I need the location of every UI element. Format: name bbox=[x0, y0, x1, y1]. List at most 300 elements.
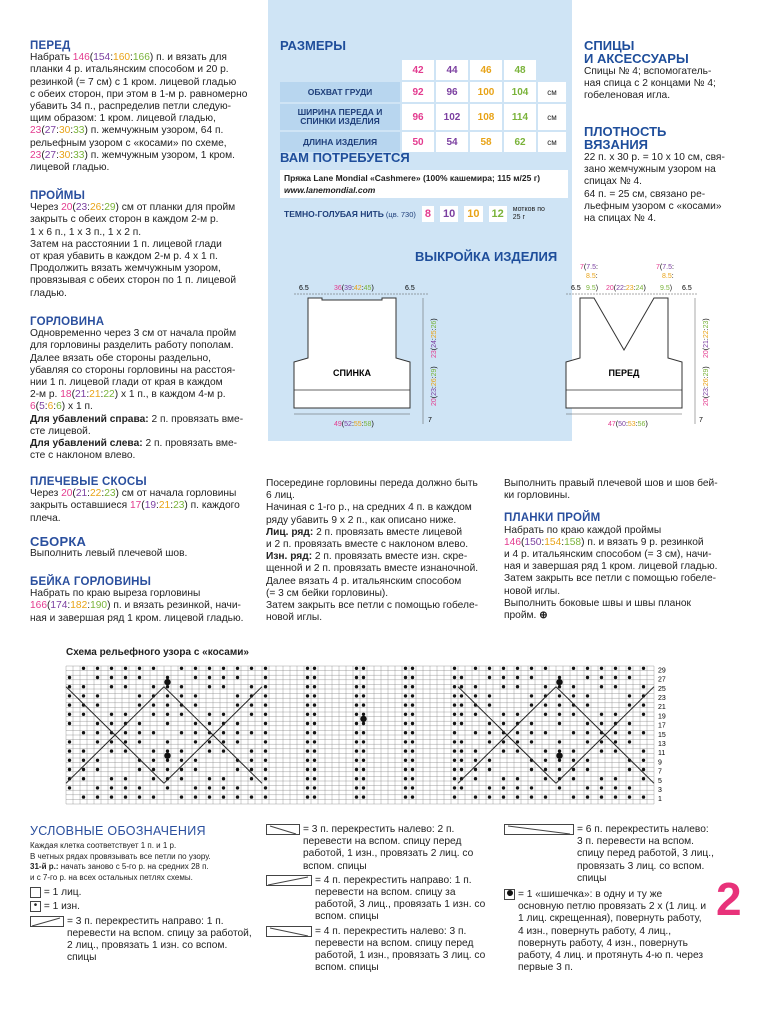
neckband-title: БЕЙКА ГОРЛОВИНЫ bbox=[30, 576, 152, 588]
purl-dot bbox=[453, 676, 456, 679]
purl-dot bbox=[355, 703, 358, 706]
purl-dot bbox=[530, 786, 533, 789]
purl-dot bbox=[460, 749, 463, 752]
purl-dot bbox=[96, 759, 99, 762]
purl-dot bbox=[138, 694, 141, 697]
purl-dot bbox=[558, 703, 561, 706]
purl-dot bbox=[250, 777, 253, 780]
purl-dot bbox=[614, 676, 617, 679]
purl-dot bbox=[530, 676, 533, 679]
purl-dot bbox=[362, 759, 365, 762]
purl-dot bbox=[628, 768, 631, 771]
armholes-section: ПРОЙМЫ Через 20(23:26:29) см от планки для пройм закрыть с обеих сторон в каждом 2-м р. 1 х 6 п., 1 х 3 п., 1 х 2 п. Затем на расстоянии 1 п. лицевой глади от края убавить в каждом 2-м р. 4 х 1 п. Продолжить вязать жемчужным узором, провязывая с обеих сторон по 1 п. лицевой гладью. bbox=[30, 190, 260, 300]
purl-dot bbox=[152, 777, 155, 780]
purl-dot bbox=[404, 685, 407, 688]
purl-dot bbox=[124, 685, 127, 688]
purl-dot bbox=[544, 703, 547, 706]
purl-dot bbox=[586, 694, 589, 697]
purl-dot bbox=[586, 731, 589, 734]
purl-dot bbox=[68, 749, 71, 752]
purl-dot bbox=[516, 777, 519, 780]
purl-dot bbox=[600, 740, 603, 743]
svg-text:7: 7 bbox=[699, 417, 703, 424]
back-shoulder-left: 6.5 bbox=[299, 285, 309, 292]
purl-dot bbox=[572, 685, 575, 688]
purl-dot bbox=[264, 740, 267, 743]
purl-dot bbox=[138, 768, 141, 771]
purl-dot bbox=[488, 786, 491, 789]
needles-section: СПИЦЫ И АКСЕССУАРЫ Спицы № 4; вспомогатель- ная спица с 2 концами № 4; гобеленовая игла. bbox=[584, 38, 716, 102]
purl-dot bbox=[166, 676, 169, 679]
purl-dot bbox=[110, 713, 113, 716]
purl-dot bbox=[614, 786, 617, 789]
purl-dot bbox=[411, 777, 414, 780]
purl-dot bbox=[208, 676, 211, 679]
purl-dot bbox=[236, 768, 239, 771]
purl-dot bbox=[600, 749, 603, 752]
purl-dot bbox=[600, 777, 603, 780]
purl-dot bbox=[488, 667, 491, 670]
purl-dot bbox=[110, 676, 113, 679]
purl-dot bbox=[68, 676, 71, 679]
purl-dot bbox=[411, 694, 414, 697]
purl-dot bbox=[453, 777, 456, 780]
front-top-left-dim: 7(7.5: bbox=[580, 264, 598, 271]
purl-dot bbox=[642, 713, 645, 716]
purl-dot bbox=[516, 667, 519, 670]
purl-dot bbox=[208, 777, 211, 780]
purl-dot bbox=[572, 768, 575, 771]
purl-dot bbox=[236, 676, 239, 679]
purl-dot bbox=[460, 694, 463, 697]
purl-dot bbox=[488, 768, 491, 771]
svg-text:8.5:: 8.5: bbox=[662, 273, 674, 280]
front-body-dim: 20(23:26:29) bbox=[703, 366, 710, 406]
purl-dot bbox=[236, 795, 239, 798]
purl-dot bbox=[96, 795, 99, 798]
front-title: ПЕРЕД bbox=[30, 40, 71, 52]
purl-dot bbox=[250, 667, 253, 670]
purl-dot bbox=[628, 795, 631, 798]
purl-dot bbox=[362, 731, 365, 734]
purl-dot bbox=[124, 777, 127, 780]
purl-dot bbox=[453, 703, 456, 706]
purl-dot bbox=[264, 703, 267, 706]
purl-dot bbox=[208, 786, 211, 789]
purl-dot bbox=[502, 676, 505, 679]
yarn-box: Пряжа Lane Mondial «Cashmere» (100% кашемира; 115 м/25 г) www.lanemondial.com bbox=[280, 170, 568, 198]
row-number: 21 bbox=[658, 704, 666, 712]
purl-dot bbox=[362, 667, 365, 670]
purl-dot bbox=[313, 676, 316, 679]
purl-dot bbox=[460, 685, 463, 688]
purl-dot bbox=[488, 795, 491, 798]
purl-dot bbox=[110, 786, 113, 789]
purl-dot bbox=[124, 786, 127, 789]
purl-dot bbox=[166, 768, 169, 771]
assembly-title: СБОРКА bbox=[30, 534, 87, 549]
purl-dot bbox=[453, 786, 456, 789]
purl-dot bbox=[586, 703, 589, 706]
purl-dot bbox=[110, 667, 113, 670]
row-number: 25 bbox=[658, 685, 666, 693]
purl-dot bbox=[313, 786, 316, 789]
purl-dot bbox=[516, 676, 519, 679]
purl-dot bbox=[502, 685, 505, 688]
yarn-amount-row: ТЕМНО-ГОЛУБАЯ НИТЬ (цв. 730) 8 10 10 12 мотков по 25 г bbox=[284, 206, 545, 221]
purl-dot bbox=[530, 694, 533, 697]
purl-dot bbox=[313, 685, 316, 688]
purl-dot bbox=[628, 703, 631, 706]
legend-col2: = 3 п. перекрестить налево: 2 п. перевести на вспом. спицу перед работой, 1 изн., провязать 2 лиц. со вспом. спицы = 4 п. перекрестить направо: 1 п. перевести на вспом. спицу за работой, 3 лиц., провязать 1 изн. со вспом. спицы = 4 п. перекрестить налево: 3 п. перевести на вспом. спицу перед работой, 1 изн., провязать 3 лиц. со вспом. спицы bbox=[266, 824, 496, 974]
purl-dot bbox=[628, 740, 631, 743]
svg-text:9.5): 9.5) bbox=[660, 285, 673, 292]
purl-dot bbox=[411, 722, 414, 725]
cross-left-3-symbol bbox=[266, 824, 300, 835]
purl-dot bbox=[404, 667, 407, 670]
purl-dot bbox=[306, 703, 309, 706]
purl-dot bbox=[411, 768, 414, 771]
purl-dot bbox=[460, 703, 463, 706]
pattern-title: ВЫКРОЙКА ИЗДЕЛИЯ bbox=[415, 249, 558, 264]
purl-dot bbox=[82, 667, 85, 670]
purl-dot bbox=[306, 749, 309, 752]
purl-dot bbox=[166, 703, 169, 706]
purl-dot bbox=[194, 786, 197, 789]
purl-dot bbox=[362, 740, 365, 743]
cross-left-6-symbol bbox=[504, 824, 574, 835]
purl-dot bbox=[180, 694, 183, 697]
purl-dot bbox=[313, 759, 316, 762]
purl-dot bbox=[600, 713, 603, 716]
purl-dot bbox=[208, 749, 211, 752]
purl-dot bbox=[194, 740, 197, 743]
purl-dot bbox=[502, 722, 505, 725]
purl-dot bbox=[502, 749, 505, 752]
front-top-right-dim: 7(7.5: bbox=[656, 264, 674, 271]
purl-dot bbox=[222, 786, 225, 789]
purl-dot bbox=[355, 759, 358, 762]
purl-dot bbox=[208, 795, 211, 798]
purl-dot bbox=[96, 703, 99, 706]
purl-dot bbox=[166, 740, 169, 743]
purl-dot bbox=[208, 667, 211, 670]
neckband-section: БЕЙКА ГОРЛОВИНЫ Набрать по краю выреза горловины 166(174:182:190) п. и вязать резинкой, начи- ная и завершая ряд 1 кром. лицевой гладью. bbox=[30, 576, 266, 625]
purl-dot bbox=[68, 713, 71, 716]
purl-dot bbox=[264, 713, 267, 716]
purl-dot bbox=[558, 740, 561, 743]
purl-dot bbox=[362, 777, 365, 780]
purl-dot bbox=[474, 777, 477, 780]
svg-text:9.5): 9.5) bbox=[586, 285, 599, 292]
purl-dot bbox=[411, 731, 414, 734]
purl-dot bbox=[264, 777, 267, 780]
purl-dot bbox=[474, 694, 477, 697]
right-section: Выполнить правый плечевой шов и шов бей- ки горловины. ПЛАНКИ ПРОЙМ Набрать по краю каждой проймы 146(150:154:158) п. и вязать 9 р. резинкой и 4 р. итальянским способом (= 3 см), начи- ная и завершая ряд 1 кром. лицевой гладью. Затем закрыть все петли с помощью гобеле- новой иглы. Выполнить боковые швы и швы планок пройм. ⊕ bbox=[504, 478, 744, 622]
purl-dot bbox=[404, 740, 407, 743]
purl-dot bbox=[96, 694, 99, 697]
purl-dot bbox=[110, 777, 113, 780]
purl-dot bbox=[152, 795, 155, 798]
purl-dot bbox=[558, 749, 561, 752]
purl-dot bbox=[68, 694, 71, 697]
purl-dot bbox=[152, 768, 155, 771]
purl-dot bbox=[502, 740, 505, 743]
purl-dot bbox=[474, 685, 477, 688]
purl-dot bbox=[362, 685, 365, 688]
purl-dot bbox=[558, 786, 561, 789]
purl-dot bbox=[306, 786, 309, 789]
purl-dot bbox=[404, 676, 407, 679]
purl-dot bbox=[453, 713, 456, 716]
purl-dot bbox=[236, 694, 239, 697]
legend-col3: = 6 п. перекрестить налево: 3 п. перевести на вспом. спицу перед работой, 3 лиц., провязать 3 лиц. со вспом. спицы = 1 «шишечка»: в одну и ту же основную петлю провязать 2 х (1 лиц. и 1 лиц. скрещенная), повернуть работу, 4 изн., повернуть работу, 4 лиц., повернуть работу, 4 изн., повернуть работу, 4 лиц. и протянуть 4-ю п. через первые 3 п. bbox=[504, 824, 716, 974]
row-number: 1 bbox=[658, 796, 662, 804]
purl-dot bbox=[355, 685, 358, 688]
purl-dot bbox=[453, 740, 456, 743]
purl-dot bbox=[306, 777, 309, 780]
purl-dot bbox=[453, 667, 456, 670]
purl-dot bbox=[306, 722, 309, 725]
garment-pattern bbox=[268, 260, 708, 432]
purl-dot bbox=[152, 731, 155, 734]
purl-dot bbox=[530, 731, 533, 734]
purl-dot bbox=[313, 667, 316, 670]
purl-dot bbox=[250, 713, 253, 716]
purl-dot bbox=[404, 713, 407, 716]
purl-dot bbox=[642, 731, 645, 734]
purl-dot bbox=[516, 749, 519, 752]
purl-dot bbox=[530, 722, 533, 725]
purl-dot bbox=[306, 713, 309, 716]
purl-dot bbox=[96, 786, 99, 789]
purl-dot bbox=[138, 740, 141, 743]
purl-dot bbox=[516, 731, 519, 734]
purl-dot bbox=[460, 722, 463, 725]
purl-dot bbox=[313, 731, 316, 734]
purl-dot bbox=[264, 731, 267, 734]
knit-symbol bbox=[30, 887, 41, 898]
neck-title: ГОРЛОВИНА bbox=[30, 316, 105, 328]
purl-dot bbox=[411, 795, 414, 798]
purl-dot bbox=[460, 768, 463, 771]
purl-dot bbox=[586, 759, 589, 762]
purl-dot bbox=[250, 703, 253, 706]
purl-dot bbox=[236, 703, 239, 706]
purl-dot bbox=[411, 676, 414, 679]
purl-dot bbox=[264, 768, 267, 771]
purl-dot bbox=[306, 759, 309, 762]
row-number: 23 bbox=[658, 695, 666, 703]
purl-dot bbox=[166, 722, 169, 725]
purl-dot bbox=[411, 759, 414, 762]
row-number: 5 bbox=[658, 777, 662, 785]
purl-dot bbox=[306, 694, 309, 697]
back-shape bbox=[294, 298, 410, 408]
purl-dot bbox=[222, 731, 225, 734]
bobble-mark bbox=[164, 753, 170, 759]
purl-dot bbox=[96, 722, 99, 725]
purl-dot bbox=[572, 749, 575, 752]
purl-dot bbox=[628, 694, 631, 697]
purl-dot bbox=[236, 786, 239, 789]
purl-dot bbox=[313, 768, 316, 771]
purl-dot bbox=[530, 795, 533, 798]
purl-dot bbox=[572, 731, 575, 734]
purl-dot bbox=[355, 722, 358, 725]
purl-dot bbox=[124, 795, 127, 798]
purl-dot bbox=[110, 685, 113, 688]
purl-dot bbox=[180, 731, 183, 734]
purl-dot bbox=[488, 722, 491, 725]
purl-dot bbox=[68, 740, 71, 743]
purl-dot bbox=[614, 749, 617, 752]
purl-dot bbox=[124, 740, 127, 743]
purl-dot bbox=[460, 676, 463, 679]
purl-dot bbox=[264, 795, 267, 798]
purl-dot bbox=[628, 722, 631, 725]
purl-dot bbox=[194, 759, 197, 762]
purl-dot bbox=[600, 676, 603, 679]
purl-dot bbox=[194, 795, 197, 798]
cross-left-4-symbol bbox=[266, 926, 312, 937]
purl-dot bbox=[600, 795, 603, 798]
purl-dot bbox=[586, 722, 589, 725]
purl-dot bbox=[138, 676, 141, 679]
purl-dot bbox=[362, 676, 365, 679]
row-number: 17 bbox=[658, 722, 666, 730]
purl-dot bbox=[453, 749, 456, 752]
purl-dot bbox=[572, 713, 575, 716]
purl-dot bbox=[306, 685, 309, 688]
neck-section: ГОРЛОВИНА Одновременно через 3 см от начала пройм для горловины разделить работу пополам. Далее вязать обе стороны раздельно, убавляя со стороны горловины на расстоя- нии 1 п. лицевой глади от края в каждом 2-м р. 18(21:21:22) х 1 п., в каждом 4-м р. 6(5:6:6) х 1 п. Для убавлений справа: 2 п. провязать вме- сте лицевой. Для убавлений слева: 2 п. провязать вме- сте с наклоном влево. bbox=[30, 316, 260, 462]
purl-dot bbox=[614, 777, 617, 780]
purl-dot bbox=[313, 795, 316, 798]
purl-dot bbox=[628, 786, 631, 789]
purl-dot bbox=[544, 777, 547, 780]
mid-section: Посередине горловины переда должно быть 6 лиц. Начиная с 1-го р., на средних 4 п. в каждом ряду убавить 9 х 2 п., как описано ниже. Лиц. ряд: 2 п. провязать вместе лицевой и 2 п. провязать вместе с наклоном влево. Изн. ряд: 2 п. провязать вместе изн. скре- щенной и 2 п. провязать вместе изнаночной. Далее вязать 4 р. итальянским способом (= 3 см бейки горловины). Затем закрыть все петли с помощью гобеле- новой иглы. bbox=[266, 478, 479, 624]
purl-dot bbox=[68, 786, 71, 789]
purl-dot bbox=[586, 795, 589, 798]
bobble-mark bbox=[164, 679, 170, 685]
purl-dot bbox=[362, 694, 365, 697]
purl-dot bbox=[82, 685, 85, 688]
purl-dot bbox=[411, 685, 414, 688]
purl-dot bbox=[544, 667, 547, 670]
purl-dot bbox=[152, 759, 155, 762]
purl-dot bbox=[208, 722, 211, 725]
purl-dot bbox=[313, 740, 316, 743]
purl-dot bbox=[264, 694, 267, 697]
svg-text:8.5:: 8.5: bbox=[586, 273, 598, 280]
purl-dot bbox=[600, 667, 603, 670]
purl-dot bbox=[82, 713, 85, 716]
purl-dot bbox=[502, 777, 505, 780]
row-number: 29 bbox=[658, 667, 666, 675]
front-label: ПЕРЕД bbox=[608, 368, 640, 378]
purl-dot bbox=[194, 731, 197, 734]
purl-dot bbox=[558, 713, 561, 716]
purl-dot bbox=[68, 722, 71, 725]
purl-dot bbox=[362, 703, 365, 706]
purl-dot bbox=[82, 731, 85, 734]
purl-dot bbox=[96, 768, 99, 771]
purl-dot bbox=[110, 740, 113, 743]
purl-dot bbox=[362, 768, 365, 771]
purl-dot bbox=[502, 795, 505, 798]
legend-title: УСЛОВНЫЕ ОБОЗНАЧЕНИЯ bbox=[30, 824, 206, 838]
purl-dot bbox=[614, 685, 617, 688]
purl-dot bbox=[194, 676, 197, 679]
purl-dot bbox=[152, 703, 155, 706]
purl-dot bbox=[222, 676, 225, 679]
purl-dot bbox=[558, 694, 561, 697]
purl-dot bbox=[250, 795, 253, 798]
purl-dot bbox=[558, 676, 561, 679]
purl-dot bbox=[404, 786, 407, 789]
purl-dot bbox=[404, 777, 407, 780]
purl-dot bbox=[544, 768, 547, 771]
purl-dot bbox=[404, 722, 407, 725]
purl-dot bbox=[453, 759, 456, 762]
purl-dot bbox=[82, 749, 85, 752]
purl-dot bbox=[222, 795, 225, 798]
purl-dot bbox=[362, 713, 365, 716]
purl-dot bbox=[313, 713, 316, 716]
purl-dot bbox=[600, 786, 603, 789]
purl-dot bbox=[208, 713, 211, 716]
purl-dot bbox=[558, 768, 561, 771]
purl-dot bbox=[264, 759, 267, 762]
purl-dot bbox=[474, 713, 477, 716]
purl-dot bbox=[264, 749, 267, 752]
purl-dot bbox=[68, 759, 71, 762]
purl-dot bbox=[460, 740, 463, 743]
purl-dot bbox=[355, 768, 358, 771]
back-armhole-dim: 23(24:25:26) bbox=[431, 318, 438, 358]
back-band-dim: 7 bbox=[428, 417, 432, 424]
purl-dot bbox=[453, 795, 456, 798]
purl-dot bbox=[404, 749, 407, 752]
purl-dot bbox=[236, 731, 239, 734]
purl-dot bbox=[411, 749, 414, 752]
purl-dot bbox=[516, 713, 519, 716]
purl-dot bbox=[222, 713, 225, 716]
purl-dot bbox=[502, 786, 505, 789]
purl-dot bbox=[516, 740, 519, 743]
purl-dot bbox=[68, 768, 71, 771]
purl-dot bbox=[488, 740, 491, 743]
svg-text:6.5: 6.5 bbox=[571, 285, 581, 292]
purl-dot bbox=[166, 749, 169, 752]
purl-dot bbox=[180, 768, 183, 771]
cross-right-4-symbol bbox=[266, 875, 312, 886]
purl-dot bbox=[355, 777, 358, 780]
density-section: ПЛОТНОСТЬ ВЯЗАНИЯ 22 п. х 30 р. = 10 х 10 см, свя- зано жемчужным узором на спицах № 4. 64 п. = 25 см, связано ре- льефным узором с «косами» на спицах № 4. bbox=[584, 124, 725, 225]
purl-dot bbox=[264, 722, 267, 725]
purl-dot bbox=[404, 759, 407, 762]
row-number: 15 bbox=[658, 731, 666, 739]
chart-title: Схема рельефного узора с «косами» bbox=[66, 647, 249, 658]
purl-dot bbox=[586, 786, 589, 789]
purl-dot bbox=[96, 676, 99, 679]
purl-dot bbox=[572, 795, 575, 798]
purl-dot bbox=[544, 731, 547, 734]
purl-dot bbox=[236, 740, 239, 743]
purl-dot bbox=[642, 777, 645, 780]
purl-dot bbox=[82, 694, 85, 697]
purl-dot bbox=[404, 703, 407, 706]
